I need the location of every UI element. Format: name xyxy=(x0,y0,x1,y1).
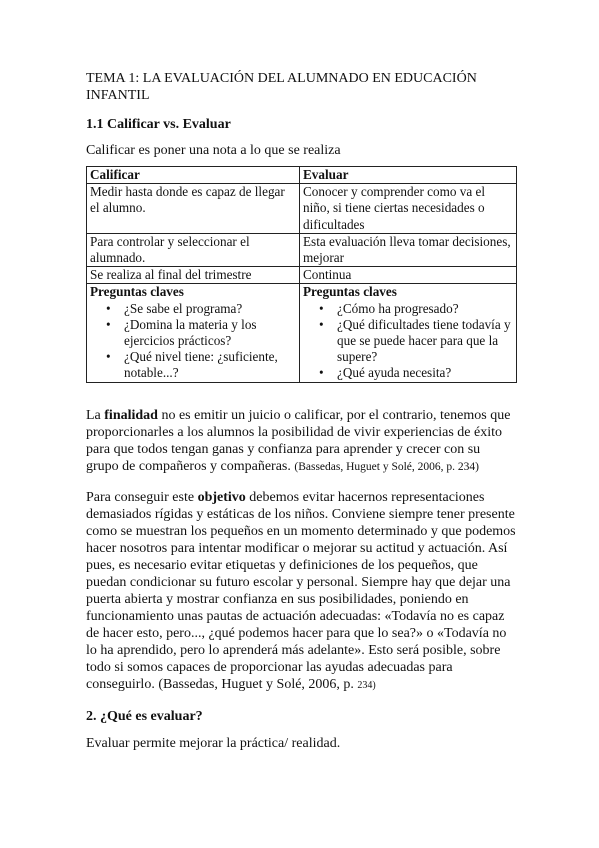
table-cell xyxy=(87,284,300,382)
list-item: • ¿Qué ayuda necesita? xyxy=(337,365,513,381)
calificar-questions-list xyxy=(90,301,296,382)
table-row xyxy=(87,184,517,234)
section-heading-calificar-vs-evaluar: 1.1 Calificar vs. Evaluar xyxy=(86,117,231,132)
column-header-evaluar: Evaluar xyxy=(300,167,517,184)
column-header-calificar: Calificar xyxy=(87,167,300,184)
key-questions-label: Preguntas claves xyxy=(90,284,184,300)
paragraph-objetivo xyxy=(86,489,516,694)
paragraph-text: Para conseguir este xyxy=(86,490,198,505)
intro-text: Calificar es poner una nota a lo que se realiza xyxy=(86,143,341,158)
list-item: • ¿Se sabe el programa? xyxy=(124,301,296,317)
table-cell: Conocer y comprender como va el niño, si tiene ciertas necesidades o dificultades xyxy=(300,184,517,234)
list-item: • ¿Qué dificultades tiene todavía y que se puede hacer para que la supere? xyxy=(337,317,513,366)
section-heading-que-es-evaluar: 2. ¿Qué es evaluar? xyxy=(86,709,203,724)
table-header-row xyxy=(87,167,517,184)
comparison-table xyxy=(86,166,517,383)
table-cell: Se realiza al final del trimestre xyxy=(87,267,300,284)
table-row xyxy=(87,267,517,284)
paragraph-text: La xyxy=(86,408,105,423)
citation: (Bassedas, Huguet y Solé, 2006, p. xyxy=(158,677,358,692)
key-questions-label: Preguntas claves xyxy=(303,284,397,300)
list-item: • ¿Qué nivel tiene: ¿suficiente, notable...? xyxy=(124,349,296,381)
list-item: • ¿Domina la materia y los ejercicios prácticos? xyxy=(124,317,296,349)
paragraph-text: debemos evitar hacernos representaciones demasiados rígidas y estáticas de los niños. Conviene siempre tener presente como se muestran los pequeños en un momento determinado y que podemos hacer nosotros para intentar modificar o mejorar su actitud y actuación. Así pues, es necesario evitar etiquetas y definiciones de los pequeños, que puedan condicionar su futuro escolar y personal. Siempre hay que dejar una puerta abierta y mostrar confianza en sus posibilidades, poniendo en funcionamiento unas pautas de actuación adecuadas: «Todavía no es capaz de hacer esto, pero..., ¿qué podemos hacer para que lo sea?» o «Todavía no lo ha aprendido, pero lo aprenderá más adelante». Esto será posible, sobre todo si somos capaces de proporcionar las ayudas adecuadas para conseguirlo. xyxy=(86,490,516,692)
table-row-key-questions xyxy=(87,284,517,382)
table-cell: Esta evaluación lleva tomar decisiones, mejorar xyxy=(300,233,517,266)
table-cell: Continua xyxy=(300,267,517,284)
table-cell: Para controlar y seleccionar el alumnado. xyxy=(87,233,300,266)
list-item: • ¿Cómo ha progresado? xyxy=(337,301,513,317)
table-row xyxy=(87,233,517,266)
bold-term-finalidad: finalidad xyxy=(104,408,158,423)
table-cell: Medir hasta donde es capaz de llegar el alumno. xyxy=(87,184,300,234)
section-text: Evaluar permite mejorar la práctica/ realidad. xyxy=(86,736,341,751)
paragraph-text: no es emitir un juicio o calificar, por el contrario, tenemos que proporcionarles a los alumnos la posibilidad de vivir experiencias de éxito para que todos tengan ganas y confianza para aprender y crecer con su grupo de compañeros y compañeras. xyxy=(86,408,511,474)
citation-page: 234) xyxy=(357,680,376,691)
evaluar-questions-list xyxy=(303,301,513,382)
citation: (Bassedas, Huguet y Solé, 2006, p. 234) xyxy=(294,461,479,473)
paragraph-finalidad xyxy=(86,407,516,476)
document-title: TEMA 1: LA EVALUACIÓN DEL ALUMNADO EN EDUCACIÓN INFANTIL xyxy=(86,71,477,103)
table-cell xyxy=(300,284,517,382)
bold-term-objetivo: objetivo xyxy=(197,490,246,505)
